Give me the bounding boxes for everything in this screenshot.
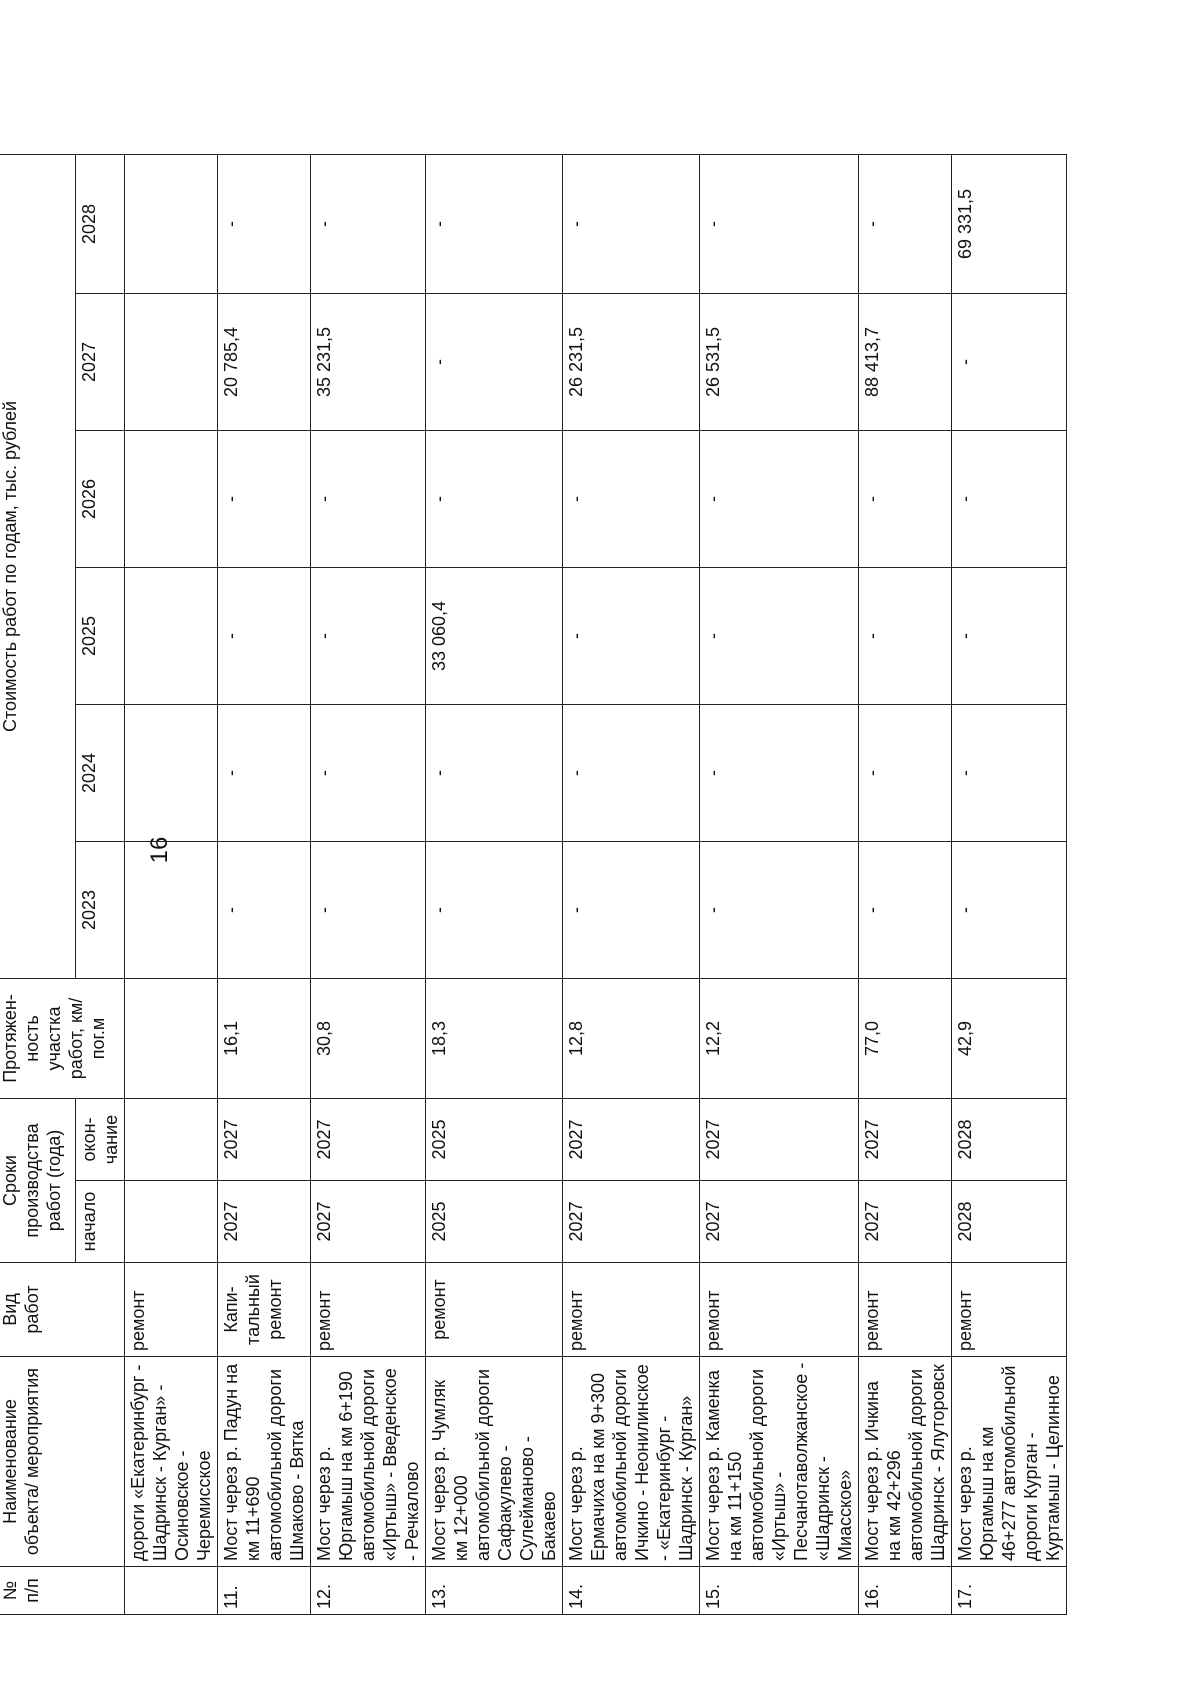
header-year-2023: 2023 bbox=[76, 841, 125, 978]
cell-length bbox=[125, 978, 218, 1098]
cell-kind: ремонт bbox=[125, 1263, 218, 1357]
cell-cost-2024: - bbox=[426, 704, 563, 841]
header-year-2028: 2028 bbox=[76, 154, 125, 293]
cell-kind: ремонт bbox=[311, 1263, 426, 1357]
cell-cost-2025: - bbox=[700, 567, 859, 704]
cell-cost-2028: 69 331,5 bbox=[952, 154, 1067, 293]
rotated-table-frame bbox=[0, 155, 1063, 1615]
header-terms: Сроки производства работ (года) bbox=[0, 1098, 76, 1262]
cell-length: 16,1 bbox=[218, 978, 311, 1098]
header-start: начало bbox=[76, 1181, 125, 1263]
cell-cost-2023: - bbox=[700, 841, 859, 978]
cell-cost-2023: - bbox=[563, 841, 700, 978]
cell-cost-2026: - bbox=[563, 430, 700, 567]
cell-cost-2028: - bbox=[700, 154, 859, 293]
cell-cost-2028: - bbox=[218, 154, 311, 293]
cell-num: 12. bbox=[311, 1567, 426, 1615]
cell-cost-2027: - bbox=[426, 293, 563, 430]
header-end: окон-чание bbox=[76, 1098, 125, 1180]
cell-cost-2027: 35 231,5 bbox=[311, 293, 426, 430]
cell-cost-2025: - bbox=[218, 567, 311, 704]
cell-length: 42,9 bbox=[952, 978, 1067, 1098]
cell-cost-2028: - bbox=[311, 154, 426, 293]
cell-end bbox=[125, 1098, 218, 1180]
cell-start: 2027 bbox=[700, 1181, 859, 1263]
cell-num: 17. bbox=[952, 1567, 1067, 1615]
cell-end: 2028 bbox=[952, 1098, 1067, 1180]
cell-cost-2025: - bbox=[952, 567, 1067, 704]
cell-cost-2025: - bbox=[859, 567, 952, 704]
cell-cost-2026: - bbox=[700, 430, 859, 567]
page-number: 16 bbox=[146, 836, 173, 864]
header-length: Протяжен-ность участка работ, км/ пог.м bbox=[0, 978, 125, 1098]
cell-cost-2025: - bbox=[311, 567, 426, 704]
cell-cost-2023: - bbox=[426, 841, 563, 978]
cell-cost-2025 bbox=[125, 567, 218, 704]
header-year-2027: 2027 bbox=[76, 293, 125, 430]
cell-cost-2027: 20 785,4 bbox=[218, 293, 311, 430]
cell-cost-2027: - bbox=[952, 293, 1067, 430]
cell-cost-2024 bbox=[125, 704, 218, 841]
table-row bbox=[700, 154, 859, 1614]
cell-cost-2023: - bbox=[859, 841, 952, 978]
cell-end: 2027 bbox=[563, 1098, 700, 1180]
table-row bbox=[218, 154, 311, 1614]
cell-num: 11. bbox=[218, 1567, 311, 1615]
table-row bbox=[563, 154, 700, 1614]
cell-cost-2024: - bbox=[218, 704, 311, 841]
cell-name: дороги «Екатеринбург - Шадринск - Курган» - Осиновское - Черемисское bbox=[125, 1357, 218, 1567]
cell-name: Мост через р. Падун на км 11+690 автомобильной дороги Шмаково - Вятка bbox=[218, 1357, 311, 1567]
header-year-2026: 2026 bbox=[76, 430, 125, 567]
cell-cost-2026: - bbox=[426, 430, 563, 567]
cell-cost-2024: - bbox=[700, 704, 859, 841]
cell-num bbox=[125, 1567, 218, 1615]
header-cost: Стоимость работ по годам, тыс. рублей bbox=[0, 154, 76, 978]
cell-cost-2027: 26 231,5 bbox=[563, 293, 700, 430]
cell-length: 30,8 bbox=[311, 978, 426, 1098]
cell-cost-2028: - bbox=[426, 154, 563, 293]
cell-length: 12,2 bbox=[700, 978, 859, 1098]
cell-cost-2023: - bbox=[311, 841, 426, 978]
cell-cost-2024: - bbox=[563, 704, 700, 841]
cell-start: 2027 bbox=[859, 1181, 952, 1263]
cell-kind: ремонт bbox=[700, 1263, 859, 1357]
cell-cost-2028: - bbox=[859, 154, 952, 293]
cell-cost-2023: - bbox=[952, 841, 1067, 978]
header-year-2024: 2024 bbox=[76, 704, 125, 841]
cell-cost-2026: - bbox=[218, 430, 311, 567]
cell-name: Мост через р. Юргамыш на км 46+277 автомобильной дороги Курган - Куртамыш - Целинное bbox=[952, 1357, 1067, 1567]
table-row bbox=[952, 154, 1067, 1614]
cell-cost-2026 bbox=[125, 430, 218, 567]
cell-kind: ремонт bbox=[563, 1263, 700, 1357]
cell-cost-2024: - bbox=[311, 704, 426, 841]
header-kind: Вид работ bbox=[0, 1263, 125, 1357]
table-row bbox=[859, 154, 952, 1614]
cell-end: 2027 bbox=[700, 1098, 859, 1180]
cell-cost-2024: - bbox=[952, 704, 1067, 841]
cell-length: 12,8 bbox=[563, 978, 700, 1098]
table-row bbox=[426, 154, 563, 1614]
cell-num: 13. bbox=[426, 1567, 563, 1615]
cell-cost-2024: - bbox=[859, 704, 952, 841]
cell-cost-2028 bbox=[125, 154, 218, 293]
cell-cost-2027: 26 531,5 bbox=[700, 293, 859, 430]
cell-num: 16. bbox=[859, 1567, 952, 1615]
cell-cost-2023: - bbox=[218, 841, 311, 978]
cell-start: 2027 bbox=[218, 1181, 311, 1263]
cell-cost-2023 bbox=[125, 841, 218, 978]
works-table bbox=[0, 154, 1067, 1615]
cell-end: 2027 bbox=[218, 1098, 311, 1180]
header-name: Наименование объекта/ мероприятия bbox=[0, 1357, 125, 1567]
cell-cost-2026: - bbox=[952, 430, 1067, 567]
header-num: № п/п bbox=[0, 1567, 125, 1615]
cell-num: 14. bbox=[563, 1567, 700, 1615]
cell-num: 15. bbox=[700, 1567, 859, 1615]
cell-kind: ремонт bbox=[952, 1263, 1067, 1357]
cell-cost-2025: - bbox=[563, 567, 700, 704]
cell-cost-2028: - bbox=[563, 154, 700, 293]
cell-length: 18,3 bbox=[426, 978, 563, 1098]
cell-start: 2027 bbox=[563, 1181, 700, 1263]
cell-start: 2028 bbox=[952, 1181, 1067, 1263]
table-row bbox=[311, 154, 426, 1614]
cell-kind: ремонт bbox=[859, 1263, 952, 1357]
table-row bbox=[125, 154, 218, 1614]
cell-start: 2027 bbox=[311, 1181, 426, 1263]
cell-name: Мост через р. Юргамыш на км 6+190 автомобильной дороги «Иртыш» - Введенское - Речкалово bbox=[311, 1357, 426, 1567]
cell-kind: Капи-тальный ремонт bbox=[218, 1263, 311, 1357]
cell-start: 2025 bbox=[426, 1181, 563, 1263]
cell-name: Мост через р. Каменка на км 11+150 автомобильной дороги «Иртыш» - Песчанотаволжанское - «Шадринск - Миасское» bbox=[700, 1357, 859, 1567]
cell-name: Мост через р. Ермачиха на км 9+300 автомобильной дороги Ичкино - Неонилинское - «Екатеринбург - Шадринск - Курган» bbox=[563, 1357, 700, 1567]
cell-start bbox=[125, 1181, 218, 1263]
cell-cost-2025: 33 060,4 bbox=[426, 567, 563, 704]
cell-cost-2026: - bbox=[859, 430, 952, 567]
cell-end: 2025 bbox=[426, 1098, 563, 1180]
cell-kind: ремонт bbox=[426, 1263, 563, 1357]
cell-length: 77,0 bbox=[859, 978, 952, 1098]
cell-cost-2027: 88 413,7 bbox=[859, 293, 952, 430]
cell-cost-2027 bbox=[125, 293, 218, 430]
cell-end: 2027 bbox=[859, 1098, 952, 1180]
cell-name: Мост через р. Чумляк км 12+000 автомобильной дороги Сафакулево - Сулейманово - Бакаево bbox=[426, 1357, 563, 1567]
cell-cost-2026: - bbox=[311, 430, 426, 567]
cell-name: Мост через р. Ичкина на км 42+296 автомобильной дороги Шадринск - Ялуторовск bbox=[859, 1357, 952, 1567]
header-year-2025: 2025 bbox=[76, 567, 125, 704]
cell-end: 2027 bbox=[311, 1098, 426, 1180]
